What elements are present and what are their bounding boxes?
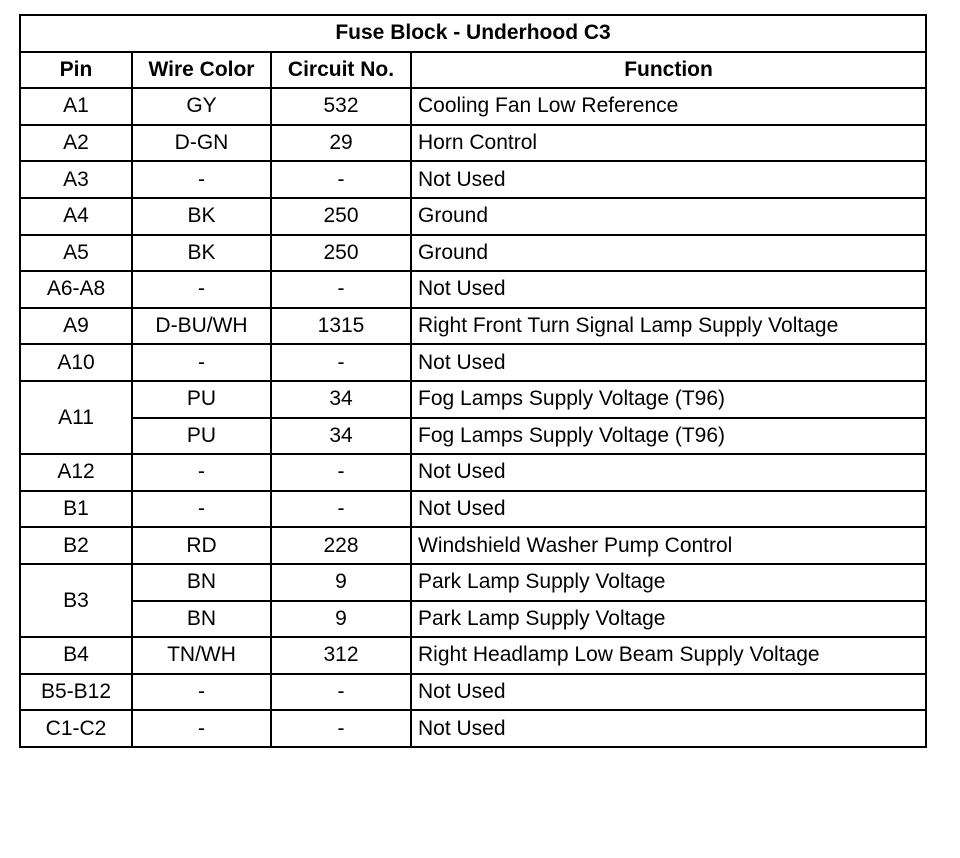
pin-cell: B4 [20,637,132,674]
function-cell: Not Used [411,491,926,528]
function-cell: Park Lamp Supply Voltage [411,564,926,601]
table-row [20,344,926,381]
circuit-no-cell: - [271,674,411,711]
circuit-no-cell: - [271,491,411,528]
wire-color-cell: RD [132,527,271,564]
table-body [20,88,926,747]
table-row [20,637,926,674]
table-row [20,710,926,747]
circuit-no-cell: 312 [271,637,411,674]
wire-color-cell: BK [132,198,271,235]
wire-color-cell: - [132,674,271,711]
table-row [20,381,926,418]
table-row [20,454,926,491]
circuit-no-cell: 1315 [271,308,411,345]
wire-color-cell: GY [132,88,271,125]
circuit-no-cell: 532 [271,88,411,125]
table-row [20,161,926,198]
function-cell: Not Used [411,454,926,491]
wire-color-cell: - [132,710,271,747]
table-row [20,198,926,235]
pin-cell: B5-B12 [20,674,132,711]
wire-color-cell: - [132,454,271,491]
pin-cell: A11 [20,381,132,454]
wire-color-cell: BK [132,235,271,272]
header-pin: Pin [20,52,132,89]
circuit-no-cell: - [271,454,411,491]
wire-color-cell: - [132,344,271,381]
wire-color-cell: - [132,271,271,308]
function-cell: Ground [411,198,926,235]
pin-cell: A5 [20,235,132,272]
function-cell: Right Headlamp Low Beam Supply Voltage [411,637,926,674]
circuit-no-cell: 228 [271,527,411,564]
wire-color-cell: BN [132,564,271,601]
circuit-no-cell: - [271,344,411,381]
wire-color-cell: D-BU/WH [132,308,271,345]
circuit-no-cell: - [271,710,411,747]
function-cell: Fog Lamps Supply Voltage (T96) [411,381,926,418]
table-row [20,271,926,308]
pin-cell: A4 [20,198,132,235]
circuit-no-cell: 250 [271,235,411,272]
table-row [20,491,926,528]
table-row [20,601,926,638]
function-cell: Not Used [411,344,926,381]
table-row [20,308,926,345]
pin-cell: A1 [20,88,132,125]
function-cell: Park Lamp Supply Voltage [411,601,926,638]
circuit-no-cell: - [271,161,411,198]
pin-cell: A9 [20,308,132,345]
function-cell: Fog Lamps Supply Voltage (T96) [411,418,926,455]
pin-cell: A10 [20,344,132,381]
pin-cell: A2 [20,125,132,162]
wire-color-cell: D-GN [132,125,271,162]
pin-cell: A12 [20,454,132,491]
circuit-no-cell: 34 [271,418,411,455]
table-row [20,674,926,711]
title-row [20,15,926,52]
function-cell: Not Used [411,271,926,308]
pin-cell: B1 [20,491,132,528]
pin-cell: B3 [20,564,132,637]
wire-color-cell: - [132,491,271,528]
header-circuit-no: Circuit No. [271,52,411,89]
function-cell: Not Used [411,710,926,747]
wire-color-cell: PU [132,381,271,418]
connector-pinout-table [19,14,927,748]
pin-cell: B2 [20,527,132,564]
wire-color-cell: TN/WH [132,637,271,674]
table-row [20,88,926,125]
wire-color-cell: - [132,161,271,198]
table-row [20,418,926,455]
wire-color-cell: BN [132,601,271,638]
pin-cell: A3 [20,161,132,198]
header-function: Function [411,52,926,89]
circuit-no-cell: 34 [271,381,411,418]
table-row [20,564,926,601]
header-wire-color: Wire Color [132,52,271,89]
circuit-no-cell: 9 [271,564,411,601]
table-row [20,527,926,564]
function-cell: Windshield Washer Pump Control [411,527,926,564]
pin-cell: C1-C2 [20,710,132,747]
circuit-no-cell: - [271,271,411,308]
function-cell: Right Front Turn Signal Lamp Supply Voltage [411,308,926,345]
table-title: Fuse Block - Underhood C3 [20,15,926,52]
function-cell: Not Used [411,674,926,711]
table-row [20,235,926,272]
circuit-no-cell: 250 [271,198,411,235]
function-cell: Cooling Fan Low Reference [411,88,926,125]
wire-color-cell: PU [132,418,271,455]
header-row [20,52,926,89]
circuit-no-cell: 29 [271,125,411,162]
function-cell: Ground [411,235,926,272]
circuit-no-cell: 9 [271,601,411,638]
function-cell: Horn Control [411,125,926,162]
function-cell: Not Used [411,161,926,198]
table-row [20,125,926,162]
pin-cell: A6-A8 [20,271,132,308]
